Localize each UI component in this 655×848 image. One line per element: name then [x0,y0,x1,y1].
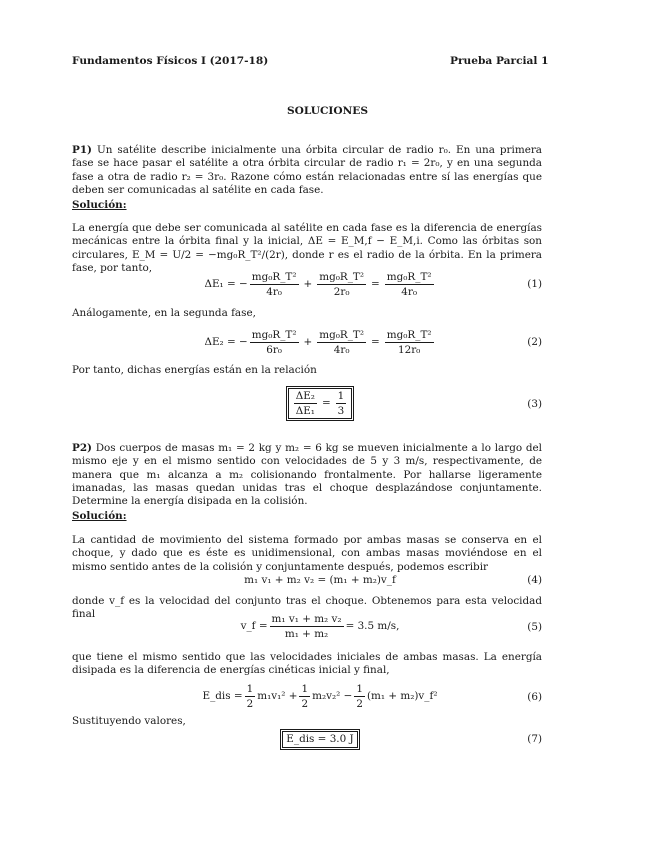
eq5-frac: $\frac{\text{m₁ v₁ + m₂ v₂}}{\text{m₁ + m₂}}$ [271,613,342,640]
eq6-lhs: E_dis = [202,689,243,702]
eq5-rhs: = 3.5 m/s, [345,619,400,632]
problem-2-statement [72,442,542,508]
equation-4-number: (4) [527,574,542,586]
equation-2: ΔE₂ = − $\frac{\text{mg₀R\_T²}}{\text{6r₀}}$ + $\frac{\text{mg₀R\_T²}}{\text{4r₀}}$ = $\frac{\text{mg₀R\_T²}}{\text{12r₀}}$ [204,329,432,356]
problem-2-label: P2) [72,442,92,454]
course-title: Fundamentos Físicos I (2017-18) [72,55,269,67]
equation-7-number: (7) [527,733,542,745]
equation-6: E_dis = $\frac{1}{2}$ m₁v₁² + $\frac{1}{2}$ m₂v₂² − $\frac{1}{2}$ (m₁ + m₂)v_f² [202,683,438,710]
problem-1-text: Un satélite describe inicialmente una órbita circular de radio r₀. En una primera fase se hace pasar el satélite a otra órbita circular de radio r₁ = 2r₀, y en una segunda fase a otra de radio r₂ = 3r₀. Razone cómo están relacionadas entre sí las energías que deben ser comunicadas al satélite en cada fase. [72,144,542,196]
equation-2-number: (2) [527,336,542,348]
equation-5 [160,613,480,640]
page-title: SOLUCIONES [286,105,368,117]
solution-1-text-1: La energía que debe ser comunicada al satélite en cada fase es la diferencia de energías mecánicas entre la órbita final y la inicial, ΔE = E_M,f − E_M,i. Como las órbitas son circulares, E_M = U/2 = −mg₀R_T²/(2r), donde r es el radio de la órbita. En la primera fase, por tanto, [72,222,542,274]
eq2-frac-3: $\frac{\text{mg₀R\_T²}}{\text{12r₀}}$ [386,329,432,356]
result-box-2: E_dis = 3.0 J [282,731,357,748]
solution-2-text-3: que tiene el mismo sentido que las velocidades iniciales de ambas masas. La energía disipada es la diferencia de energías cinéticas inicial y final, [72,651,542,677]
eq5-lhs: v_f = [240,619,268,632]
result-box-1: $\frac{\text{ΔE₂}}{\text{ΔE₁}}$ = $\frac{1}{3}$ [288,388,353,419]
equation-5-number: (5) [527,621,542,633]
problem-1-label: P1) [72,144,92,156]
exam-title: Prueba Parcial 1 [450,55,549,67]
solution-2-text-4: Sustituyendo valores, [72,715,186,727]
solution-2-text-2: donde v_f es la velocidad del conjunto tras el choque. Obtenemos para esta velocidad final [72,595,542,621]
eq2-lhs: ΔE₂ = − [204,335,248,348]
eq2-frac-2: $\frac{\text{mg₀R\_T²}}{\text{4r₀}}$ [319,329,365,356]
equation-1: ΔE₁ = − $\frac{\text{mg₀R\_T²}}{\text{4r₀}}$ + $\frac{\text{mg₀R\_T²}}{\text{2r₀}}$ = $\frac{\text{mg₀R\_T²}}{\text{4r₀}}$ [204,271,432,298]
eq2-frac-1: $\frac{\text{mg₀R\_T²}}{\text{6r₀}}$ [251,329,297,356]
eq1-lhs: ΔE₁ = − [204,277,248,290]
equation-3-number: (3) [527,398,542,410]
eq1-frac-1: $\frac{\text{mg₀R\_T²}}{\text{4r₀}}$ [251,271,297,298]
eq1-frac-3: $\frac{\text{mg₀R\_T²}}{\text{4r₀}}$ [386,271,432,298]
equation-7 [160,731,480,748]
problem-2-text: Dos cuerpos de masas m₁ = 2 kg y m₂ = 6 kg se mueven inicialmente a lo largo del mismo eje y en el mismo sentido con velocidades de 5 y 3 m/s, respectivamente, de manera que m₁ alcanza a m₂ colisionando frontalmente. Por hallarse ligeramente imanadas, las masas quedan unidas tras el choque desplazándose conjuntamente. Determine la energía disipada en la colisión. [72,442,542,508]
equation-6-number: (6) [527,691,542,703]
solution-2-text-1: La cantidad de movimiento del sistema formado por ambas masas se conserva en el choque, y dado que es éste es unidimensional, con ambas masas moviéndose en el mismo sentido antes de la colisión y conjuntamente después, podemos escribir [72,534,542,573]
equation-1-number: (1) [527,278,542,290]
problem-1-statement [72,144,542,197]
eq1-frac-2: $\frac{\text{mg₀R\_T²}}{\text{2r₀}}$ [319,271,365,298]
solution-1-text-2: Análogamente, en la segunda fase, [72,307,256,319]
equation-4: m₁ v₁ + m₂ v₂ = (m₁ + m₂)v_f [244,574,396,586]
solution-1-heading: Solución: [72,199,127,211]
equation-3 [160,388,480,419]
solution-2-heading: Solución: [72,510,127,522]
solution-1-text-3: Por tanto, dichas energías están en la relación [72,364,317,376]
